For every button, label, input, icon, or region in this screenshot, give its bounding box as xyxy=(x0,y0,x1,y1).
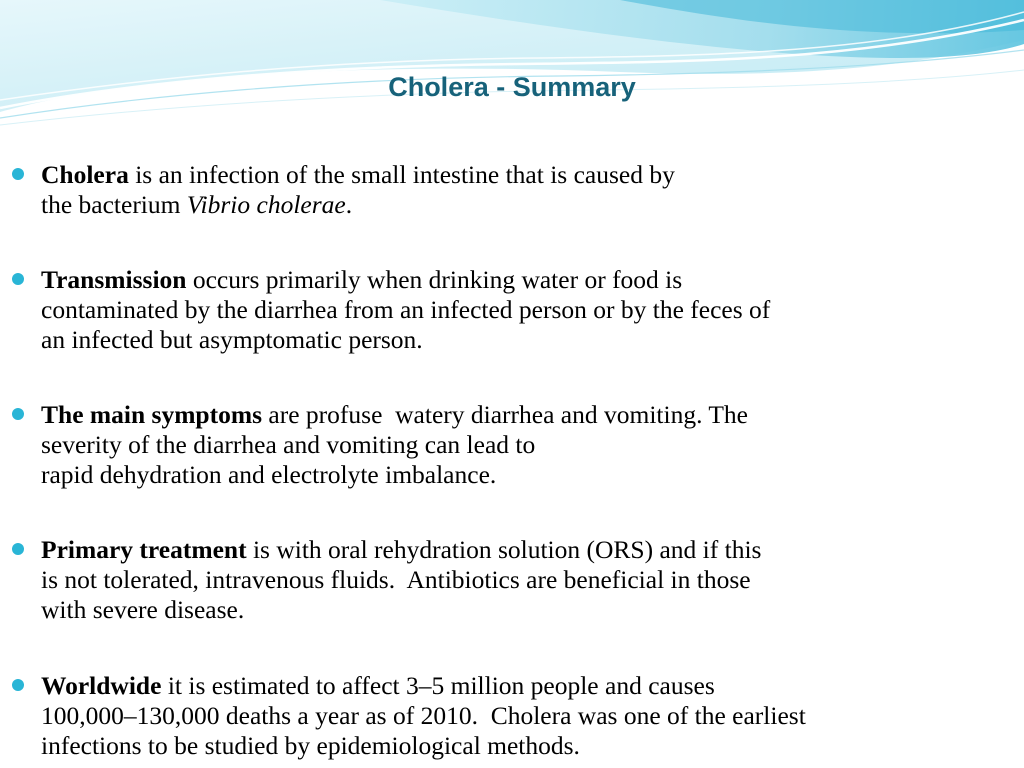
bullet-text: it is estimated to affect 3–5 million people and causes xyxy=(161,671,715,700)
bullet-text-line2: is not tolerated, intravenous fluids. Antibiotics are beneficial in those xyxy=(41,565,751,594)
bullet-italic: Vibrio cholerae xyxy=(186,190,346,219)
bullet-tail: . xyxy=(345,190,353,219)
bullet-dot-icon xyxy=(12,679,24,691)
bullet-lead: Transmission xyxy=(41,265,187,294)
bullet-dot-icon xyxy=(12,168,24,180)
bullet-item-cholera xyxy=(41,160,1009,220)
bullet-text-line3: rapid dehydration and electrolyte imbalance. xyxy=(41,460,497,489)
bullet-dot-icon xyxy=(12,273,24,285)
bullet-text: is an infection of the small intestine that is caused by xyxy=(128,160,675,189)
bullet-text-line2: severity of the diarrhea and vomiting can lead to xyxy=(41,430,536,459)
bullet-item-symptoms xyxy=(41,400,1009,490)
bullet-lead: Worldwide xyxy=(41,671,162,700)
bullet-text-line3: an infected but asymptomatic person. xyxy=(41,325,423,354)
bullet-text-line3: with severe disease. xyxy=(41,595,245,624)
bullet-lead: Cholera xyxy=(41,160,129,189)
bullet-text-line2: contaminated by the diarrhea from an infected person or by the feces of xyxy=(41,295,771,324)
bullet-text: are profuse watery diarrhea and vomiting. The xyxy=(262,400,749,429)
bullet-lead: Primary treatment xyxy=(41,535,247,564)
bullet-text: occurs primarily when drinking water or food is xyxy=(186,265,683,294)
slide-title: Cholera - Summary xyxy=(388,72,636,102)
bullet-text-line3: infections to be studied by epidemiological methods. xyxy=(41,731,580,760)
bullet-item-transmission xyxy=(41,265,1009,355)
bullet-dot-icon xyxy=(12,408,24,420)
bullet-item-worldwide xyxy=(41,671,1009,761)
bullet-text-line2: the bacterium xyxy=(41,190,187,219)
bullet-lead: The main symptoms xyxy=(41,400,263,429)
bullet-text: is with oral rehydration solution (ORS) and if this xyxy=(246,535,762,564)
bullet-item-treatment xyxy=(41,535,1009,625)
bullet-text-line2: 100,000–130,000 deaths a year as of 2010. Cholera was one of the earliest xyxy=(41,701,806,730)
bullet-dot-icon xyxy=(12,543,24,555)
